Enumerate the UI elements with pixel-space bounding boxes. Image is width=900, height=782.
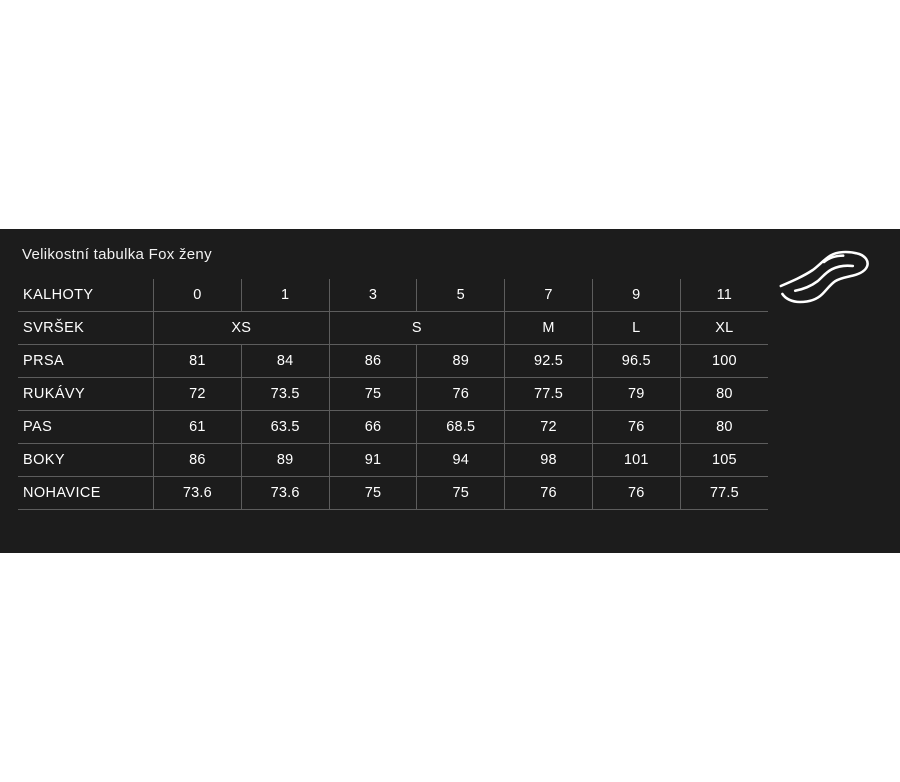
- size-chart-table-wrapper: [18, 279, 768, 510]
- table-cell: 73.6: [241, 477, 329, 510]
- table-cell: 98: [505, 444, 593, 477]
- table-cell: 1: [241, 279, 329, 312]
- table-cell: 75: [417, 477, 505, 510]
- table-cell: 89: [417, 345, 505, 378]
- table-cell: 77.5: [680, 477, 768, 510]
- table-cell: 75: [329, 378, 417, 411]
- table-cell: 81: [154, 345, 242, 378]
- table-cell: 9: [592, 279, 680, 312]
- table-cell: 76: [592, 477, 680, 510]
- table-cell: 76: [592, 411, 680, 444]
- table-cell: 7: [505, 279, 593, 312]
- table-cell: 86: [329, 345, 417, 378]
- table-cell: 73.5: [241, 378, 329, 411]
- table-cell: 80: [680, 378, 768, 411]
- table-cell: 80: [680, 411, 768, 444]
- size-chart-panel: [0, 229, 900, 553]
- row-header: BOKY: [18, 444, 154, 477]
- table-cell: L: [592, 312, 680, 345]
- row-header: NOHAVICE: [18, 477, 154, 510]
- table-cell: 79: [592, 378, 680, 411]
- table-cell: 5: [417, 279, 505, 312]
- table-cell: 72: [154, 378, 242, 411]
- table-row: [18, 477, 768, 510]
- table-row: [18, 444, 768, 477]
- table-cell: 105: [680, 444, 768, 477]
- row-header: RUKÁVY: [18, 378, 154, 411]
- table-cell: 91: [329, 444, 417, 477]
- table-cell: 86: [154, 444, 242, 477]
- table-cell: 73.6: [154, 477, 242, 510]
- table-row: [18, 312, 768, 345]
- size-chart-table: [18, 279, 768, 510]
- row-header: PRSA: [18, 345, 154, 378]
- table-cell: 89: [241, 444, 329, 477]
- table-cell: XS: [154, 312, 330, 345]
- table-cell: 84: [241, 345, 329, 378]
- table-cell: 75: [329, 477, 417, 510]
- row-header: KALHOTY: [18, 279, 154, 312]
- table-cell: 68.5: [417, 411, 505, 444]
- table-row: [18, 345, 768, 378]
- table-cell: M: [505, 312, 593, 345]
- table-cell: 0: [154, 279, 242, 312]
- table-cell: S: [329, 312, 505, 345]
- table-row: [18, 279, 768, 312]
- table-cell: 101: [592, 444, 680, 477]
- table-cell: 96.5: [592, 345, 680, 378]
- table-cell: 72: [505, 411, 593, 444]
- table-cell: 100: [680, 345, 768, 378]
- page-title: Velikostní tabulka Fox ženy: [22, 246, 212, 263]
- table-cell: 3: [329, 279, 417, 312]
- fox-head-logo-icon: [776, 249, 872, 307]
- table-row: [18, 411, 768, 444]
- table-cell: 11: [716, 287, 733, 303]
- table-cell: XL: [680, 312, 768, 345]
- table-cell: 76: [417, 378, 505, 411]
- table-cell: 94: [417, 444, 505, 477]
- table-cell: 77.5: [505, 378, 593, 411]
- row-header: PAS: [18, 411, 154, 444]
- table-cell: 63.5: [241, 411, 329, 444]
- table-cell: 92.5: [505, 345, 593, 378]
- table-cell: 76: [505, 477, 593, 510]
- table-row: [18, 378, 768, 411]
- row-header: SVRŠEK: [18, 312, 154, 345]
- table-cell: 61: [154, 411, 242, 444]
- table-cell: 66: [329, 411, 417, 444]
